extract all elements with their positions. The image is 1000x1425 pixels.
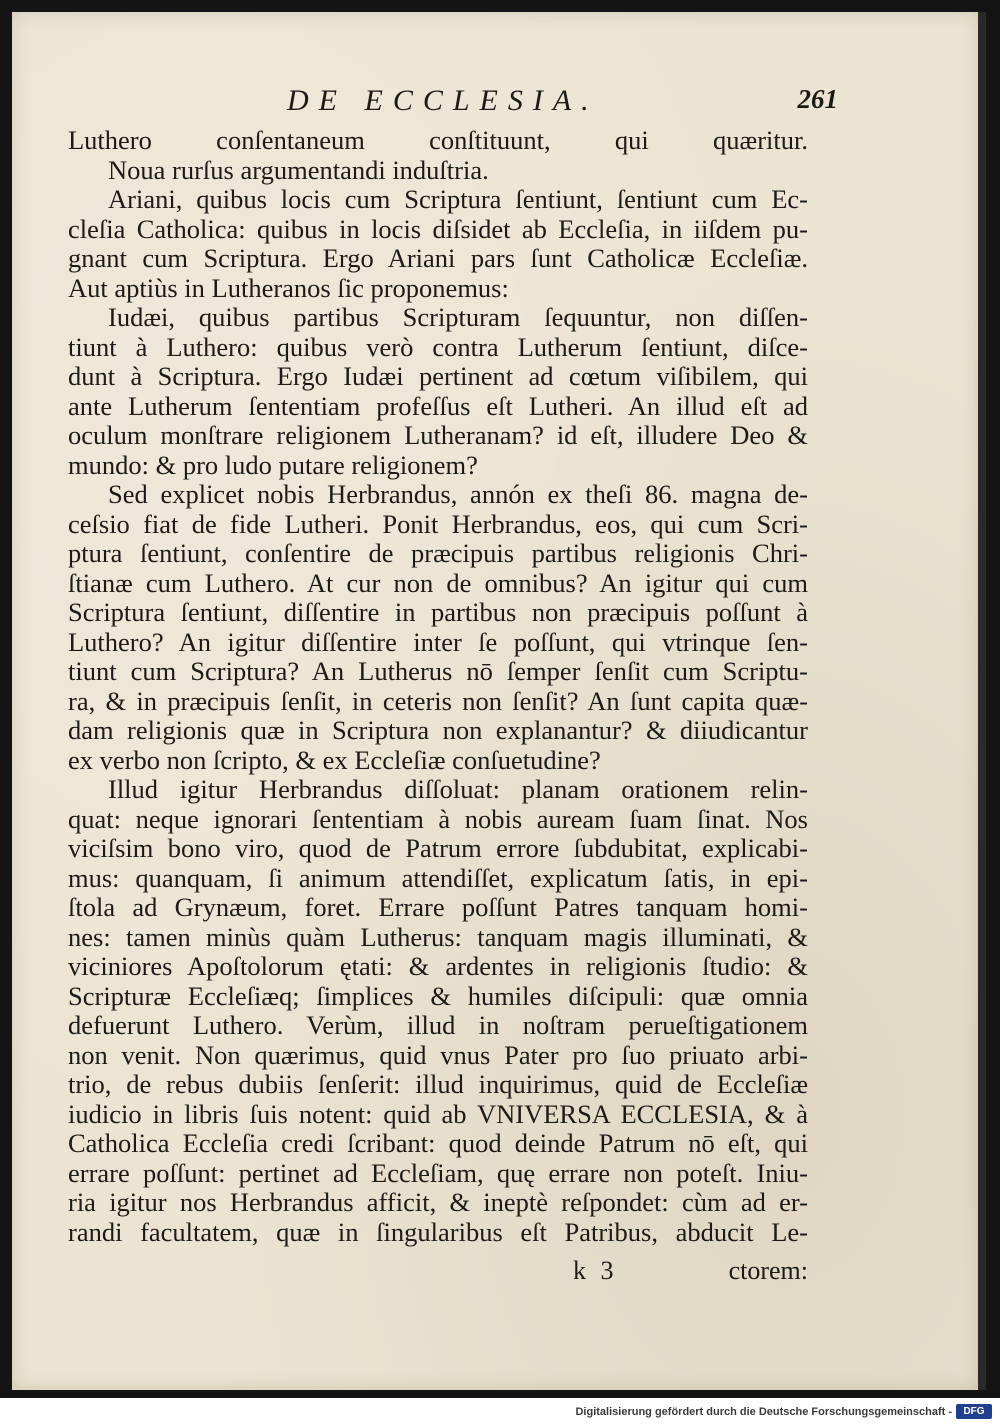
text-line: viciniores Apoſtolorum ętati: & ardentes in religionis ſtudio: & — [68, 951, 808, 981]
text-line: iudicio in libris ſuis notent: quid ab VNIVERSA ECCLESIA, & à — [68, 1098, 808, 1129]
credit-bar — [0, 1398, 1000, 1425]
text-line: Luthero conſentaneum conſtituunt, qui quæritur. — [68, 125, 808, 155]
text-line: oculum monſtrare religionem Lutheranam? id eſt, illudere Deo & — [68, 420, 808, 450]
text-line: Ariani, quibus locis cum Scriptura ſentiunt, ſentiunt cum Ec- — [108, 184, 808, 214]
text-line: Scriptura ſentiunt, diſſentire in partibus non præcipuis poſſunt à — [68, 597, 808, 627]
text-line: gnant cum Scriptura. Ergo Ariani pars ſunt Catholicæ Eccleſiæ. — [68, 243, 808, 273]
text-line: Aut aptiùs in Lutheranos ſic proponemus: — [68, 272, 509, 303]
text-line: Sed explicet nobis Herbrandus, annón ex theſi 86. magna de- — [108, 479, 808, 509]
text-line: dunt à Scriptura. Ergo Iudæi pertinent ad cœtum viſibilem, qui — [68, 361, 808, 391]
text-line: tiunt à Luthero: quibus verò contra Lutherum ſentiunt, diſce- — [68, 331, 808, 362]
text-line: viciſsim bono viro, quod de Patrum errore ſubdubitat, explicabi- — [68, 833, 808, 863]
text-line: Luthero? An igitur diſſentire inter ſe poſſunt, qui vtrinque ſen- — [68, 626, 808, 657]
text-line: quat: neque ignorari ſententiam à nobis auream ſuam ſinat. Nos — [68, 803, 808, 834]
text-line: Catholica Eccleſia credi ſcribant: quod deinde Patrum nō eſt, qui — [68, 1128, 808, 1158]
text-line: tiunt cum Scriptura? An Lutherus nō ſemper ſenſit cum Scriptu- — [68, 656, 808, 686]
text-line: randi facultatem, quæ in ſingularibus eſt Patribus, abducit Le- — [68, 1216, 808, 1247]
text-line: dam religionis quæ in Scriptura non explanantur? & diiudicantur — [68, 715, 808, 745]
running-head — [12, 84, 978, 124]
text-line: Iudæi, quibus partibus Scripturam ſequuntur, non diſſen- — [108, 302, 808, 332]
page-number: 261 — [797, 84, 838, 114]
text-line: ceſsio fiat de fide Lutheri. Ponit Herbrandus, eos, qui cum Scri- — [68, 508, 808, 539]
text-line: non venit. Non quærimus, quid vnus Pater pro ſuo priuato arbi- — [68, 1039, 808, 1070]
text-line: nes: tamen minùs quàm Lutherus: tanquam magis illuminati, & — [68, 921, 808, 952]
signature-mark: k 3 — [573, 1256, 618, 1285]
text-line: ria igitur nos Herbrandus afficit, & ineptè reſpondet: cùm ad er- — [68, 1187, 808, 1217]
page-edge-shadow — [978, 12, 986, 1390]
text-line: cleſia Catholica: quibus in locis diſsidet ab Eccleſia, in iiſdem pu- — [68, 213, 808, 244]
dfg-logo-icon: DFG — [956, 1404, 992, 1419]
text-line: trio, de rebus dubiis ſenſerit: illud inquirimus, quid de Eccleſiæ — [68, 1069, 808, 1099]
running-title: DE ECCLESIA. — [287, 84, 599, 117]
text-line: Scripturæ Eccleſiæq; ſimplices & humiles diſcipuli: quæ omnia — [68, 980, 808, 1011]
text-line: ante Lutherum ſententiam profeſſus eſt Lutheri. An illud eſt ad — [68, 390, 808, 421]
text-line: ſtola ad Grynæum, foret. Errare poſſunt Patres tanquam homi- — [68, 892, 808, 922]
funding-credit: Digitalisierung gefördert durch die Deutsche Forschungsgemeinschaft - — [575, 1406, 952, 1418]
text-line: Noua rurſus argumentandi induſtria. — [108, 154, 489, 185]
catchword: ctorem: — [728, 1256, 808, 1285]
body-text — [68, 126, 808, 1247]
text-line: ra, & in præcipuis ſenſit, in ceteris non ſenſit? An ſunt capita quæ- — [68, 685, 808, 716]
book-page — [12, 12, 978, 1390]
text-line: defuerunt Luthero. Verùm, illud in noſtram perueſtigationem — [68, 1010, 808, 1040]
text-line: ſtianæ cum Luthero. At cur non de omnibus? An igitur qui cum — [68, 567, 808, 598]
catch-line — [68, 1256, 808, 1288]
text-line: errare poſſunt: pertinet ad Eccleſiam, quę errare non poteſt. Iniu- — [68, 1157, 808, 1188]
text-line: mus: quanquam, ſi animum attendiſſet, explicatum ſatis, in epi- — [68, 862, 808, 893]
text-line: ptura ſentiunt, conſentire de præcipuis partibus religionis Chri- — [68, 538, 808, 568]
text-line: mundo: & pro ludo putare religionem? — [68, 449, 478, 480]
text-line: ex verbo non ſcripto, & ex Eccleſiæ conſuetudine? — [68, 744, 601, 775]
text-line: Illud igitur Herbrandus diſſoluat: planam orationem relin- — [108, 774, 808, 804]
